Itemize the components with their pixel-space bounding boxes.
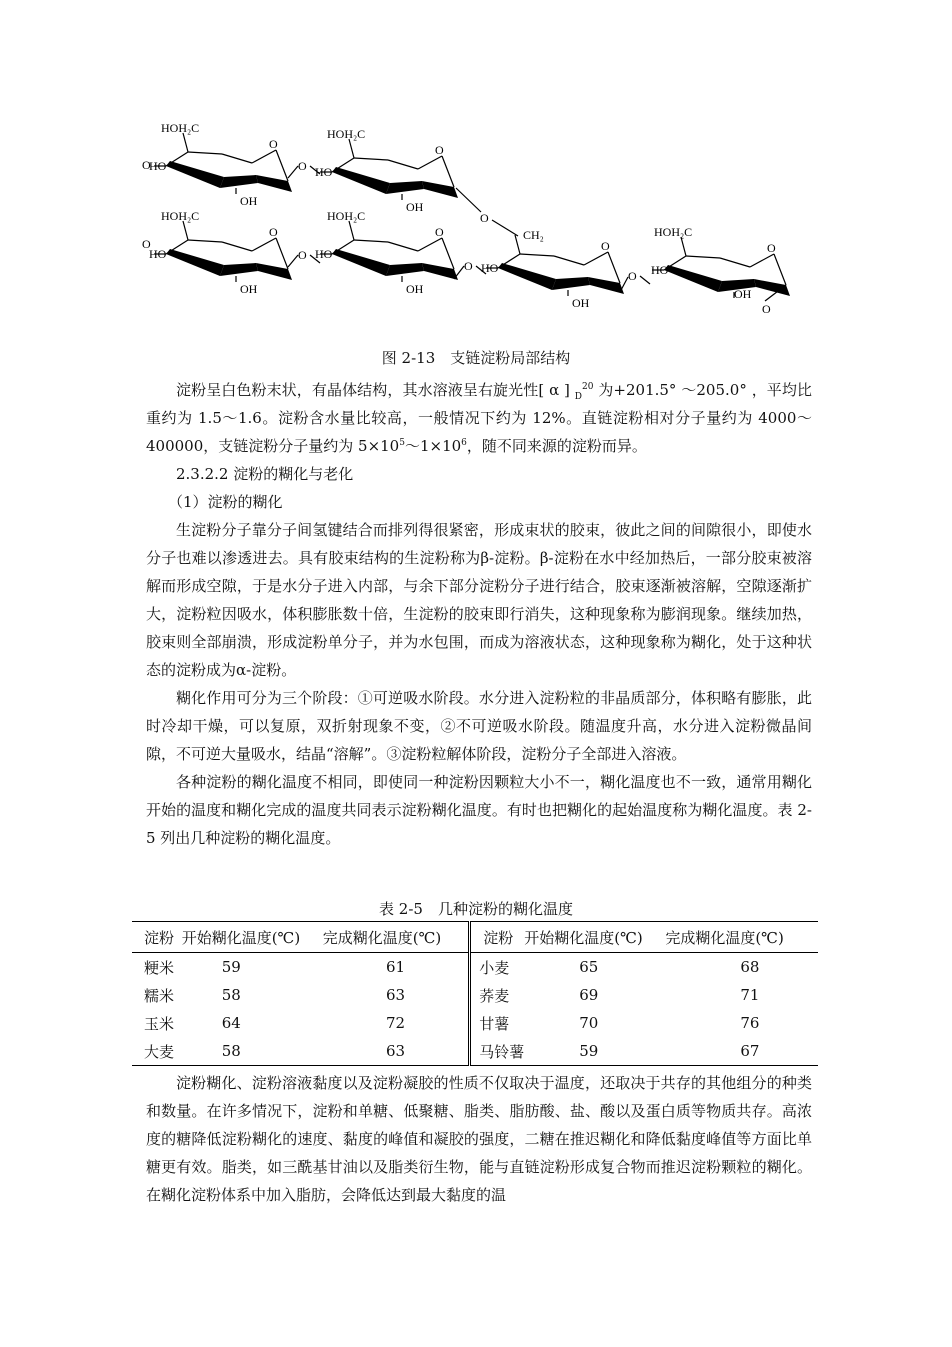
glucose-unit (149, 209, 292, 296)
ho-label: HO (315, 165, 333, 179)
ring-o-label: O (435, 225, 444, 239)
paragraph-properties: 淀粉呈白色粉末状，有晶体结构，其水溶液呈右旋光性[ α ] $_D^{20}$ 为+201.5° ～205.0° ，平均比重约为 1.5～1.6。淀粉含水量比较高，一般情况下约为 12%。直链淀粉相对分子量约为 4000～400000，支链淀粉分子量约为 $5\times 10^5\sim 1\times 10^6$，随不同来源的淀粉而异。 (146, 381, 812, 455)
ho-label: HO (149, 247, 167, 261)
oh-label: OH (734, 287, 752, 301)
glycosidic-o-label: O (628, 269, 637, 283)
o-link-label: O (142, 158, 151, 172)
text-block-lower (146, 1069, 812, 1209)
paragraph-influencing-factors: 淀粉糊化、淀粉溶液黏度以及淀粉凝胶的性质不仅取决于温度，还取决于共存的其他组分的种类和数量。在许多情况下，淀粉和单糖、低聚糖、脂类、脂肪酸、盐、酸以及蛋白质等物质共存。高浓度的糖降低淀粉糊化的速度、黏度的峰值和凝胶的强度，二糖在推迟糊化和降低黏度峰值等方面比单糖更有效。脂类，如三酰基甘油以及脂类衍生物，能与直链淀粉形成复合物而推迟淀粉颗粒的糊化。在糊化淀粉体系中加入脂肪，会降低达到最大黏度的温 (146, 1074, 812, 1204)
start-temp: 59 (221, 958, 241, 976)
gelatinization-temperature-table (132, 921, 818, 1066)
table-row (132, 953, 818, 982)
start-temp: 58 (221, 986, 241, 1004)
end-temp: 71 (740, 986, 760, 1004)
oh-label: OH (406, 282, 424, 296)
glucose-unit (315, 127, 458, 214)
oh-label: OH (406, 200, 424, 214)
end-temp: 72 (323, 1009, 470, 1037)
text-block-upper (146, 376, 812, 852)
header-end-temp: 完成糊化温度(℃) (323, 922, 470, 953)
amylopectin-structure-figure (138, 112, 798, 322)
paragraph-temperatures: 各种淀粉的糊化温度不相同，即使同一种淀粉因颗粒大小不一，糊化温度也不一致，通常用糊化开始的温度和糊化完成的温度共同表示淀粉糊化温度。有时也把糊化的起始温度称为糊化温度。表 2-5 列出几种淀粉的糊化温度。 (146, 773, 812, 847)
end-temp: 67 (665, 1037, 818, 1066)
start-temp: 69 (579, 986, 599, 1004)
start-temp: 65 (579, 958, 599, 976)
hoch2c-label: HOH₂C (327, 209, 366, 223)
glucose-unit-branch-point (481, 228, 624, 310)
ring-o-label: O (601, 239, 610, 253)
ring-o-label: O (269, 225, 278, 239)
header-end-temp: 完成糊化温度(℃) (665, 922, 818, 953)
starch-name: 大麦 (132, 1037, 182, 1066)
glycosidic-o-label: O (298, 159, 307, 173)
table-row (132, 1037, 818, 1066)
glycosidic-o-label: O (464, 259, 473, 273)
starch-name: 糯米 (144, 986, 175, 1005)
end-temp: 76 (740, 1014, 760, 1032)
ring-o-label: O (269, 137, 278, 151)
starch-name: 荞麦 (479, 986, 510, 1005)
starch-name: 甘薯 (479, 1014, 510, 1033)
ring-o-label: O (435, 143, 444, 157)
glucose-unit (315, 209, 458, 296)
ho-label: HO (651, 263, 669, 277)
ho-label: HO (481, 261, 499, 275)
hoch2c-label: HOH₂C (327, 127, 366, 141)
end-temp: 63 (323, 1037, 470, 1066)
starch-name: 马铃薯 (470, 1037, 525, 1066)
glucose-unit (149, 121, 292, 208)
glucose-unit (651, 225, 790, 301)
start-temp: 58 (182, 1037, 323, 1066)
paragraph-gelatinization: 生淀粉分子靠分子间氢键结合而排列得很紧密，形成束状的胶束，彼此之间的间隙很小，即使水分子也难以渗透进去。具有胶束结构的生淀粉称为β-淀粉。β-淀粉在水中经加热后，一部分胶束被溶解而形成空隙，于是水分子进入内部，与余下部分淀粉分子进行结合，胶束逐渐被溶解，空隙逐渐扩大，淀粉粒因吸水，体积膨胀数十倍，生淀粉的胶束即行消失，这种现象称为膨润现象。继续加热，胶束则全部崩溃，形成淀粉单分子，并为水包围，而成为溶液状态，这种现象称为糊化，处于这种状态的淀粉成为α-淀粉。 (146, 521, 812, 679)
hoch2c-label: HOH₂C (161, 121, 200, 135)
paragraph-stages: 糊化作用可分为三个阶段：①可逆吸水阶段。水分进入淀粉粒的非晶质部分，体积略有膨胀，此时冷却干燥，可以复原，双折射现象不变，②不可逆吸水阶段。随温度升高，水分进入淀粉微晶间隙，不可逆大量吸水，结晶“溶解”。③淀粉粒解体阶段，淀粉分子全部进入溶液。 (146, 689, 812, 763)
start-temp: 59 (524, 1037, 665, 1066)
figure-caption: 图 2-13 支链淀粉局部结构 (381, 349, 571, 367)
table-header-row (132, 922, 818, 953)
table-row (132, 1009, 818, 1037)
o-link-label: O (142, 237, 151, 251)
oh-label: OH (572, 296, 590, 310)
ho-label: HO (315, 247, 333, 261)
section-heading: 2.3.2.2 淀粉的糊化与老化 (176, 465, 354, 483)
oh-label: OH (240, 282, 258, 296)
header-start-temp: 开始糊化温度(℃) (524, 922, 665, 953)
start-temp: 64 (221, 1014, 241, 1032)
end-temp: 68 (740, 958, 760, 976)
starch-name: 小麦 (479, 958, 510, 977)
starch-name: 粳米 (144, 958, 175, 977)
ho-label: HO (149, 159, 167, 173)
header-starch: 淀粉 (132, 922, 182, 953)
starch-name: 玉米 (144, 1014, 175, 1033)
oh-label: OH (240, 194, 258, 208)
terminal-o-label: O (762, 302, 771, 316)
end-temp: 63 (323, 981, 470, 1009)
header-start-temp: 开始糊化温度(℃) (182, 922, 323, 953)
end-temp: 61 (323, 953, 470, 982)
table-caption: 表 2-5 几种淀粉的糊化温度 (379, 900, 573, 918)
start-temp: 70 (579, 1014, 599, 1032)
table-row (132, 981, 818, 1009)
hoch2c-label: HOH₂C (654, 225, 693, 239)
glycosidic-o-label: O (298, 248, 307, 262)
branch-o-label: O (480, 211, 489, 225)
header-starch: 淀粉 (470, 922, 525, 953)
ch2-label: CH₂ (523, 228, 544, 242)
ring-o-label: O (767, 241, 776, 255)
subsection-heading: （1）淀粉的糊化 (168, 493, 283, 511)
hoch2c-label: HOH₂C (161, 209, 200, 223)
